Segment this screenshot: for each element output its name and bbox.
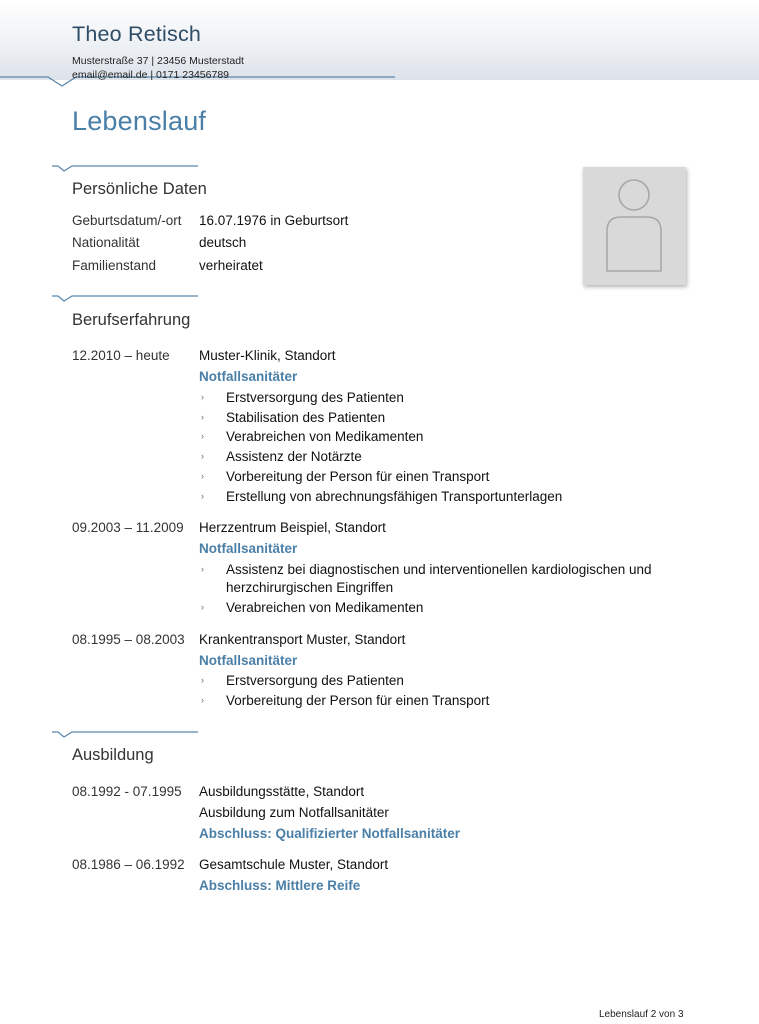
education-degree: Abschluss: Qualifizierter Notfallsanitäter (199, 826, 461, 841)
applicant-name: Theo Retisch (72, 22, 202, 46)
contact-line: email@email.de | 0171 23456789 (72, 69, 229, 81)
job-task: Verabreichen von Medikamenten (226, 600, 424, 615)
job-period: 12.2010 – heute (72, 348, 170, 363)
bullet-icon: › (201, 412, 204, 422)
bullet-icon: › (201, 491, 204, 501)
section-divider (52, 292, 202, 304)
bullet-icon: › (201, 471, 204, 481)
job-employer: Muster-Klinik, Standort (199, 348, 336, 363)
bullet-icon: › (201, 695, 204, 705)
section-divider (52, 162, 202, 174)
job-task: Verabreichen von Medikamenten (226, 429, 424, 444)
job-task: Vorbereitung der Person für einen Transport (226, 693, 490, 708)
value-marital: verheiratet (199, 258, 263, 273)
section-title-experience: Berufserfahrung (72, 311, 191, 329)
bullet-icon: › (201, 392, 204, 402)
education-institution: Gesamtschule Muster, Standort (199, 857, 389, 872)
document-title: Lebenslauf (72, 106, 207, 136)
job-employer: Herzzentrum Beispiel, Standort (199, 520, 386, 535)
label-marital: Familienstand (72, 258, 157, 273)
page-footer: Lebenslauf 2 von 3 (599, 1009, 684, 1020)
job-task: Assistenz bei diagnostischen und interventionellen kardiologischen und (226, 562, 652, 577)
bullet-icon: › (201, 431, 204, 441)
address-line: Musterstraße 37 | 23456 Musterstadt (72, 55, 244, 67)
job-period: 09.2003 – 11.2009 (72, 520, 184, 535)
label-birth: Geburtsdatum/-ort (72, 213, 182, 228)
job-task: Assistenz der Notärzte (226, 449, 362, 464)
bullet-icon: › (201, 451, 204, 461)
job-role: Notfallsanitäter (199, 541, 298, 556)
job-task-continuation: herzchirurgischen Eingriffen (226, 580, 394, 595)
label-nationality: Nationalität (72, 235, 140, 250)
job-task: Stabilisation des Patienten (226, 410, 386, 425)
person-icon (583, 167, 686, 285)
profile-photo-placeholder (583, 167, 686, 285)
value-birth: 16.07.1976 in Geburtsort (199, 213, 349, 228)
job-employer: Krankentransport Muster, Standort (199, 632, 406, 647)
job-task: Erstellung von abrechnungsfähigen Transportunterlagen (226, 489, 563, 504)
job-task: Erstversorgung des Patienten (226, 390, 404, 405)
section-title-education: Ausbildung (72, 746, 154, 764)
job-task: Vorbereitung der Person für einen Transport (226, 469, 490, 484)
job-period: 08.1995 – 08.2003 (72, 632, 185, 647)
job-task: Erstversorgung des Patienten (226, 673, 404, 688)
education-institution: Ausbildungsstätte, Standort (199, 784, 365, 799)
bullet-icon: › (201, 602, 204, 612)
section-title-personal: Persönliche Daten (72, 180, 207, 198)
value-nationality: deutsch (199, 235, 247, 250)
section-divider (52, 728, 202, 740)
education-degree: Abschluss: Mittlere Reife (199, 878, 361, 893)
bullet-icon: › (201, 675, 204, 685)
job-role: Notfallsanitäter (199, 369, 298, 384)
education-period: 08.1986 – 06.1992 (72, 857, 185, 872)
education-period: 08.1992 - 07.1995 (72, 784, 182, 799)
bullet-icon: › (201, 564, 204, 574)
education-detail: Ausbildung zum Notfallsanitäter (199, 805, 389, 820)
job-role: Notfallsanitäter (199, 653, 298, 668)
